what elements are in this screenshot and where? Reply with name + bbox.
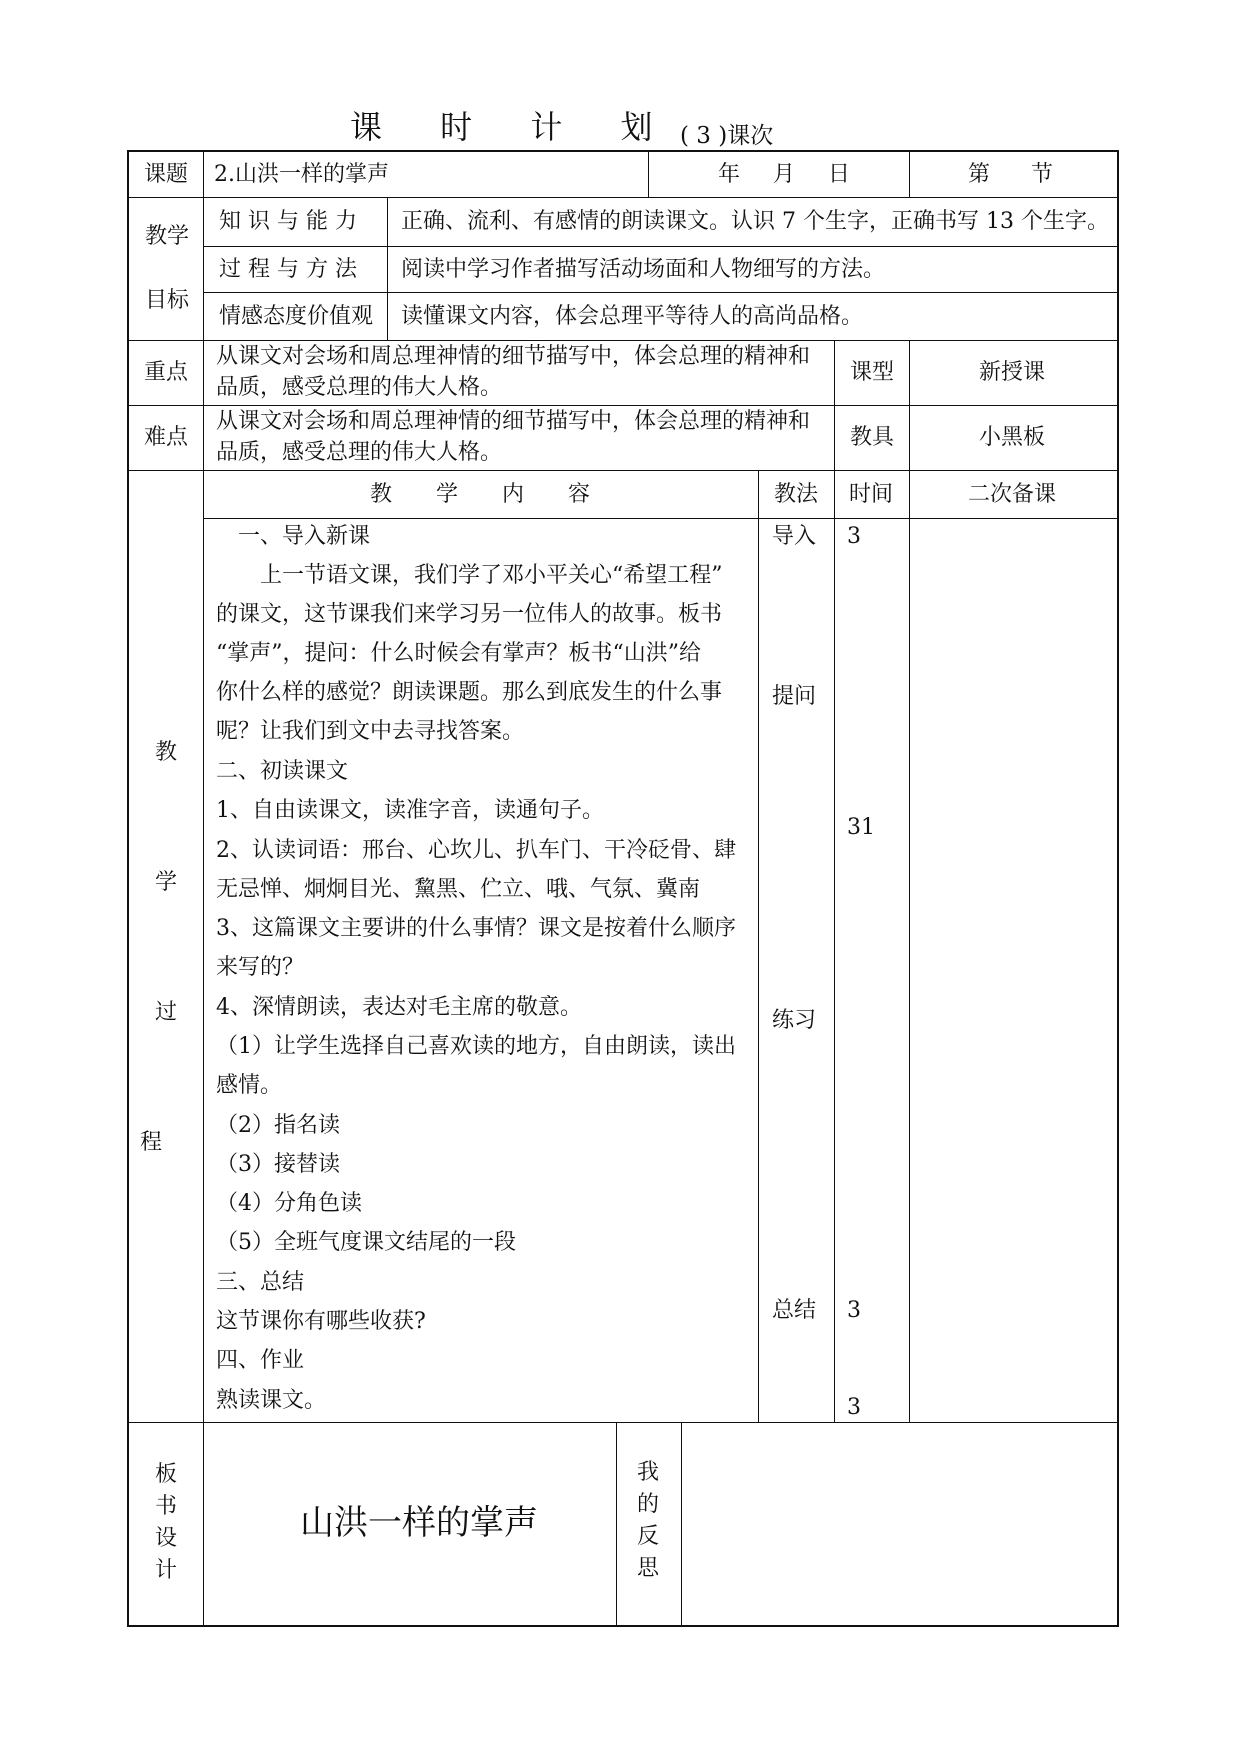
key-point-line-2: 品质，感受总理的伟大人格。: [216, 375, 503, 400]
content-line: “掌声”，提问：什么时候会有掌声？板书“山洪”给: [216, 641, 701, 666]
objective-text-process: 阅读中学习作者描写活动场面和人物细写的方法。: [401, 257, 886, 282]
difficulty-line-1: 从课文对会场和周总理神情的细节描写中，体会总理的精神和: [216, 409, 811, 434]
content-line: 2、认读词语：邢台、心坎儿、扒车门、干冷砭骨、肆: [216, 838, 736, 863]
content-line: 呢？让我们到文中去寻找答案。: [216, 719, 525, 744]
col-header-content: 教 学 内 容: [370, 482, 591, 507]
time-cell: 31: [847, 815, 875, 840]
method-cell: 提问: [772, 684, 817, 709]
content-line: 这节课你有哪些收获?: [216, 1309, 426, 1334]
method-cell: 练习: [772, 1008, 817, 1033]
content-line: 4、深情朗读，表达对毛主席的敬意。: [216, 995, 582, 1020]
teaching-aids-label: 教具: [850, 425, 895, 450]
content-line: （1）让学生选择自己喜欢读的地方，自由朗读，读出: [216, 1034, 736, 1059]
time-cell: 3: [847, 1298, 861, 1323]
content-line: 你什么样的感觉？朗读课题。那么到底发生的什么事: [216, 680, 723, 705]
objective-label-emotion: 情感态度价值观: [219, 304, 374, 329]
content-line: （3）接替读: [216, 1152, 340, 1177]
process-side-char: 教: [155, 740, 178, 765]
difficulty-label: 难点: [144, 425, 189, 450]
time-cell: 3: [847, 524, 861, 549]
objective-text-emotion: 读懂课文内容，体会总理平等待人的高尚品格。: [401, 304, 864, 329]
lesson-number: ( 3 )课次: [680, 123, 774, 149]
reflection-label-char: 的: [637, 1492, 660, 1517]
section-di-label: 第: [968, 162, 991, 187]
objective-label-knowledge: 知 识 与 能 力: [219, 209, 357, 234]
content-line: （5）全班气度课文结尾的一段: [216, 1230, 516, 1255]
reflection-label-char: 思: [637, 1556, 660, 1581]
process-side-char: 学: [155, 870, 178, 895]
content-line: 二、初读课文: [216, 759, 349, 784]
section-jie-label: 节: [1031, 162, 1054, 187]
content-line: 三、总结: [216, 1270, 305, 1295]
lesson-type-value: 新授课: [979, 360, 1046, 385]
board-label-char: 书: [155, 1494, 178, 1519]
content-line: （2）指名读: [216, 1113, 340, 1138]
reflection-label-char: 我: [637, 1460, 660, 1485]
objectives-label-bottom: 目标: [145, 288, 190, 313]
content-line: 的课文，这节课我们来学习另一位伟人的故事。板书: [216, 602, 723, 627]
objective-label-process: 过 程 与 方 法: [219, 257, 357, 282]
content-line: 上一节语文课，我们学了邓小平关心“希望工程”: [216, 563, 723, 588]
process-side-char: 程: [140, 1130, 163, 1155]
page-title: 课 时 计 划: [350, 108, 677, 146]
col-header-method: 教法: [774, 482, 819, 507]
content-line: 无忌惮、炯炯目光、黧黑、伫立、哦、气氛、冀南: [216, 877, 701, 902]
content-line: （4）分角色读: [216, 1191, 362, 1216]
content-line: 来写的？: [216, 955, 305, 980]
difficulty-line-2: 品质，感受总理的伟大人格。: [216, 440, 503, 465]
date-month-label: 月: [773, 162, 796, 187]
key-point-line-1: 从课文对会场和周总理神情的细节描写中，体会总理的精神和: [216, 344, 811, 369]
date-year-label: 年: [718, 162, 741, 187]
content-line: 3、这篇课文主要讲的什么事情？课文是按着什么顺序: [216, 916, 736, 941]
board-label-char: 板: [155, 1462, 178, 1487]
board-design-title: 山洪一样的掌声: [300, 1503, 538, 1543]
method-cell: 导入: [772, 524, 817, 549]
board-label-char: 计: [155, 1558, 178, 1583]
process-side-char: 过: [155, 1000, 178, 1025]
content-line: 四、作业: [216, 1348, 305, 1373]
objectives-label-top: 教学: [145, 224, 190, 249]
lesson-type-label: 课型: [850, 360, 895, 385]
topic-value: 2.山洪一样的掌声: [214, 162, 389, 187]
content-line: 一、导入新课: [216, 524, 371, 549]
content-line: 感情。: [216, 1073, 283, 1098]
col-header-time: 时间: [849, 482, 894, 507]
method-cell: 总结: [772, 1298, 817, 1323]
reflection-label-char: 反: [637, 1524, 660, 1549]
col-header-revision: 二次备课: [968, 482, 1057, 507]
content-line: 熟读课文。: [216, 1388, 327, 1413]
time-cell: 3: [847, 1395, 861, 1420]
topic-label: 课题: [144, 162, 189, 187]
board-label-char: 设: [155, 1526, 178, 1551]
objective-text-knowledge: 正确、流利、有感情的朗读课文。认识 7 个生字，正确书写 13 个生字。: [401, 209, 1109, 234]
key-point-label: 重点: [144, 360, 189, 385]
date-day-label: 日: [828, 162, 851, 187]
content-line: 1、自由读课文，读准字音，读通句子。: [216, 798, 604, 823]
teaching-aids-value: 小黑板: [979, 425, 1046, 450]
